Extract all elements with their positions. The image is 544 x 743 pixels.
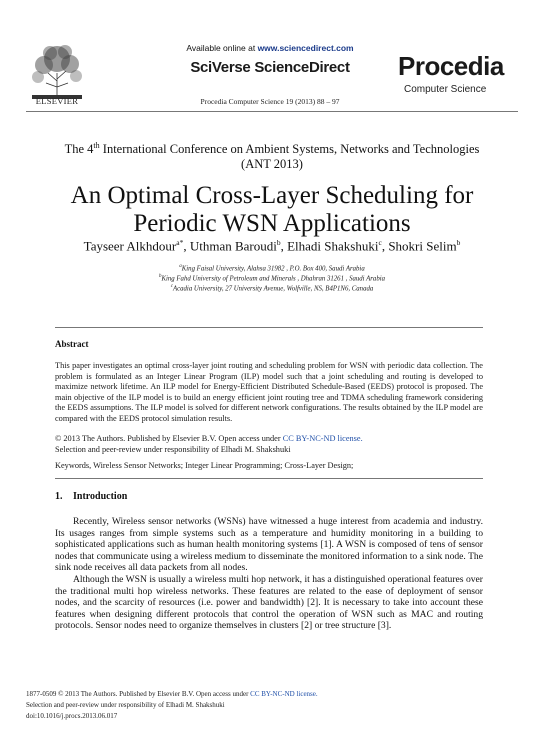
conference-line2: (ANT 2013) [241,157,303,172]
footer-license-link[interactable]: CC BY-NC-ND license. [250,690,318,698]
sciverse-logo: SciVerse ScienceDirect [190,59,350,76]
available-online [120,43,420,53]
publisher-logo-text: ELSEVIER [35,96,79,106]
footer-doi: doi:10.1016/j.procs.2013.06.017 [26,712,118,720]
available-prefix: Available online at [186,43,258,53]
conference-line1-post: International Conference on Ambient Systems, Networks and Technologies [99,142,480,157]
abstract-body: This paper investigates an optimal cross-layer joint routing and scheduling problem for WSN with periodic data collection. The problem is formulated as an Integer Linear Program (ILP) model such that a joint scheduling and routing is developed to maximize network lifetime. An ILP model for Energy-Efficient Distributed Schedule-Based (EEDS) protocol is proposed. The main objective of the ILP model is to build an energy efficient joint routing tree and TDMA scheduling framework considering the EEDS assumptions. The ILP model is solved for different network configurations. The results obtained by the ILP model are compared with the EEDS protocol simulation results. [55,361,483,423]
intro-paragraph-2: Although the WSN is usually a wireless multi hop network, it has a distinguished operational features over the traditional multi hop wireless networks. These features are related to the ease of deployment of sensor nodes, and the scarcity of resources (i.e. power and bandwidth) [2]. It is necessary to take into account these features when designing different protocols that control the operation of WSN such as MAC and routing protocols. Sensor nodes need to organize themselves in clusters [2] or tree structure [3]. [55,574,483,632]
procedia-logo: Procedia [398,51,504,81]
license-link[interactable]: CC BY-NC-ND license. [282,434,363,443]
affiliation [60,264,484,272]
abstract-bottom-rule [55,478,483,479]
affiliation-text: King Faisal University, Alahsa 31982 , P.O. Box 400, Saudi Arabia [181,265,365,273]
affiliation-sup: c [170,284,173,289]
title-line1: An Optimal Cross-Layer Scheduling for [70,182,474,209]
conference-name [40,138,504,172]
author-sup: c [378,238,382,247]
copyright-notice [55,433,483,455]
affiliation-text: Acadia University, 27 University Avenue, Wolfville, NS, B4P1N6, Canada [172,285,374,293]
affiliation [60,284,484,292]
affiliation-sup: b [158,274,162,279]
author-name: Elhadi Shakshuki [287,238,379,254]
title-line2: Periodic WSN Applications [133,210,411,237]
affiliation [60,274,484,282]
keywords: Keywords, Wireless Sensor Networks; Integer Linear Programming; Cross-Layer Design; [55,461,354,470]
author-name: Uthman Baroudi [189,238,277,254]
conference-sup: th [93,141,100,150]
footer-peer-review: Selection and peer-review under responsibility of Elhadi M. Shakshuki [26,701,225,709]
author-sup: b [456,238,461,247]
author-name: Tayseer Alkhdour [83,238,177,254]
peer-review-text: Selection and peer-review under responsibility of Elhadi M. Shakshuki [55,445,291,454]
sciencedirect-link[interactable]: www.sciencedirect.com [257,43,354,53]
procedia-subtitle: Computer Science [404,84,487,95]
author-list: Tayseer Alkhdour$^{a*}$, Uthman Baroudi$^b$, Elhadi Shakshuki$^c$, Shokri Selim$^b$ [83,238,461,254]
section-number: 1. [55,491,63,502]
author-name: Shokri Selim [388,238,457,254]
footer-issn [26,690,318,699]
paper-title [30,182,514,238]
conference-line1-pre: The 4 [64,142,94,157]
header-rule [26,111,518,112]
section-heading [55,491,127,502]
copyright-text: © 2013 The Authors. Published by Elsevier B.V. Open access under [55,434,283,443]
author-sup: a* [176,238,184,247]
abstract-heading: Abstract [55,339,89,349]
footer-issn-text: 1877-0509 © 2013 The Authors. Published by Elsevier B.V. Open access under [26,690,251,698]
affiliation-sup: a [179,264,182,269]
intro-paragraph-1: Recently, Wireless sensor networks (WSNs) have witnessed a huge interest from academia and industry. Its usages ranges from simple systems such as a temperature and humidity monitoring in a building to sophisticated applications such as human health monitoring systems [1]. A WSN is composed of tens of sensor nodes that communicate using a wireless medium to disseminate the monitored information to a sink node. The sink node receives all data packets from all nodes. [55,516,483,574]
author-sup: b [276,238,281,247]
affiliation-text: King Fahd University of Petroleum and Minerals , Dhahran 31261 , Saudi Arabia [161,275,386,283]
journal-reference: Procedia Computer Science 19 (2013) 88 – 97 [200,97,340,106]
abstract-top-rule [55,327,483,328]
section-title: Introduction [73,491,128,502]
